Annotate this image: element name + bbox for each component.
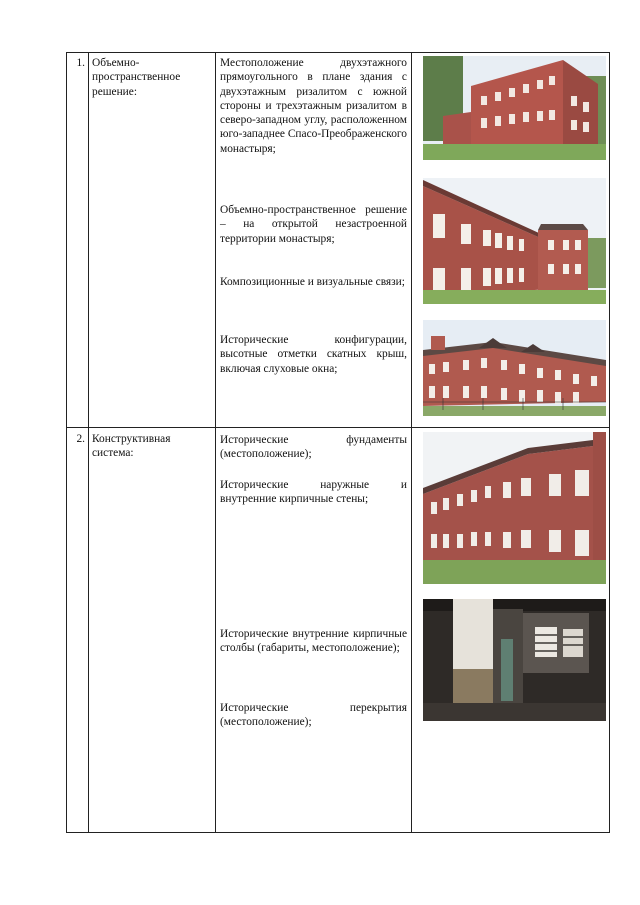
row-number: 2. <box>76 433 85 445</box>
row-item: Исторические внутренние кирпичные столбы (габариты, местоположение); <box>220 628 407 655</box>
row-item: Объемно-пространственное решение – на открытой незастроенной территории монастыря; <box>220 204 407 245</box>
row-item: Исторические наружные и внутренние кирпичные стены; <box>220 479 407 506</box>
building-exterior-walls-photo <box>423 432 606 584</box>
table-col-divider-1 <box>88 52 89 833</box>
table-border-left <box>66 52 67 833</box>
building-exterior-photo <box>423 56 606 160</box>
table-border-top <box>66 52 610 53</box>
row-item: Композиционные и визуальные связи; <box>220 276 405 288</box>
table-border-row-divider <box>66 427 610 428</box>
row-number: 1. <box>76 57 85 69</box>
row-title: Объемно-пространственное решение: <box>92 57 181 98</box>
row-title: Конструктивная система: <box>92 433 171 460</box>
table-col-divider-3 <box>411 52 412 833</box>
row-item: Исторические фундаменты (местоположение); <box>220 434 407 461</box>
table-border-bottom <box>66 832 610 833</box>
building-interior-pillars-photo <box>423 599 606 721</box>
table-col-divider-2 <box>215 52 216 833</box>
building-roof-dormers-photo <box>423 320 606 416</box>
table-border-right <box>609 52 610 833</box>
row-item: Исторические конфигурации, высотные отметки скатных крыш, включая слуховые окна; <box>220 334 407 375</box>
building-long-facade-photo <box>423 178 606 304</box>
row-item: Исторические перекрытия (местоположение); <box>220 702 407 729</box>
row-item: Местоположение двухэтажного прямоугольного в плане здания с двухэтажным ризалитом с южной стороны и трехэтажным ризалитом в северо-западном углу, расположенном юго-западнее Спасо-Преображенского монастыря; <box>220 57 407 155</box>
